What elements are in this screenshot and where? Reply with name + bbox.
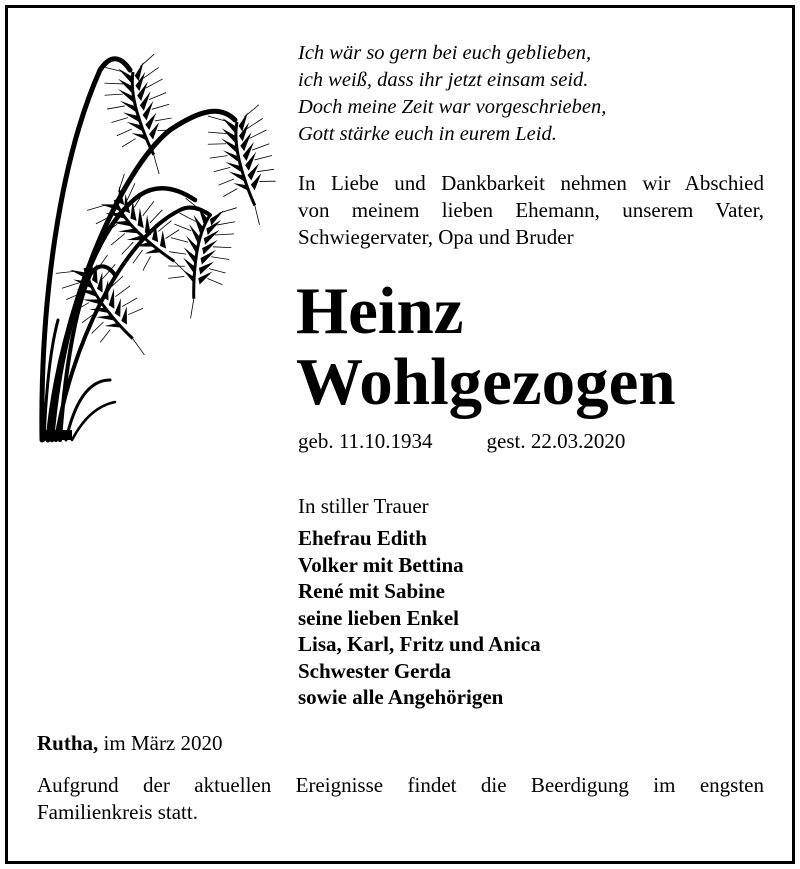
mourner: Lisa, Karl, Fritz und Anica [298,632,541,656]
mourner: sowie alle Angehörigen [298,685,504,709]
mourner: Ehefrau Edith [298,526,427,550]
mourner: Volker mit Bettina [298,552,464,577]
month-year: im März 2020 [103,731,223,755]
wheat-ears-illustration [30,50,280,450]
mourner: seine lieben Enkel [298,605,460,630]
poem-line: Gott stärke euch in eurem Leid. [298,123,557,145]
intro-text [298,170,764,251]
poem-line: ich weiß, dass ihr jetzt einsam seid. [298,69,589,91]
intro-line: Schwiegervater, Opa und Bruder [298,225,574,249]
notice-line: Familienkreis statt. [37,800,198,824]
town: Rutha, [37,731,99,755]
death-date: gest. 22.03.2020 [486,429,626,453]
poem-line: Ich wär so gern bei euch geblieben, [298,42,592,64]
poem-line: Doch meine Zeit war vorgeschrieben, [298,96,607,118]
mourner: René mit Sabine [298,579,445,603]
birth-date: geb. 11.10.1934 [298,429,433,453]
last-name: Wohlgezogen [296,345,676,419]
poem [298,40,606,148]
first-name: Heinz [296,274,464,348]
funeral-notice [37,772,764,826]
life-dates [298,428,625,454]
deceased-name [296,276,676,418]
intro-line: In Liebe und Dankbarkeit nehmen wir Abschied [298,171,764,195]
notice-line: Aufgrund der aktuellen Ereignisse findet die Beerdigung im engsten [37,773,764,797]
place-date [37,730,223,756]
intro-line: von meinem lieben Ehemann, unserem Vater, [298,198,764,222]
mourner: Schwester Gerda [298,658,451,683]
mourners-list [298,525,541,711]
mourning-label: In stiller Trauer [298,494,429,518]
